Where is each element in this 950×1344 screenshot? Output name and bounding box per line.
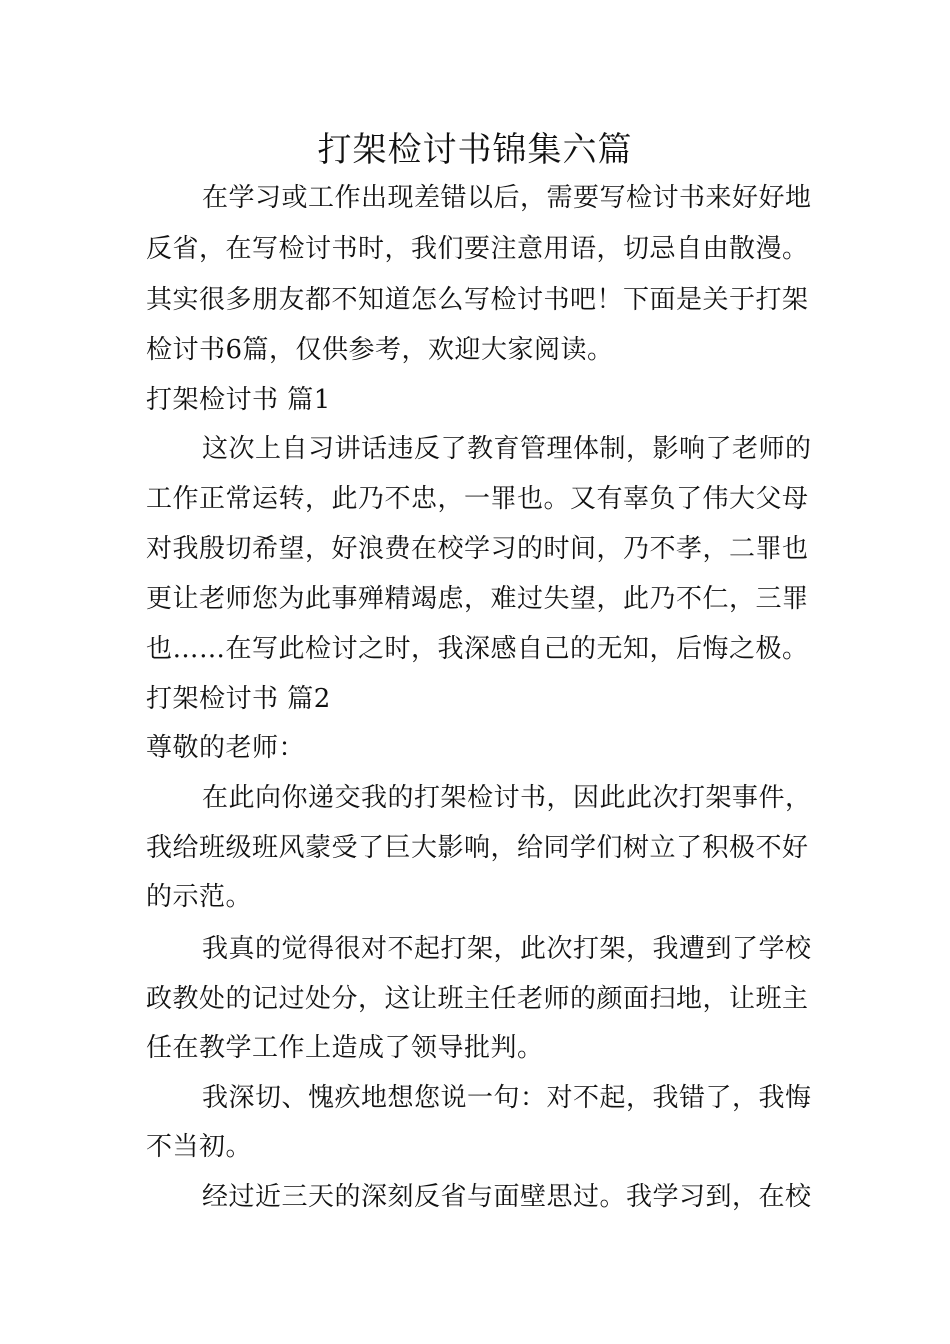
intro-line-3: 其实很多朋友都不知道怎么写检讨书吧！下面是关于打架 [146, 285, 809, 315]
section-2-line-9: 经过近三天的深刻反省与面壁思过。我学习到，在校 [202, 1182, 812, 1212]
section-1-line-4: 更让老师您为此事殚精竭虑，难过失望，此乃不仁，三罪 [146, 584, 809, 614]
salutation: 尊敬的老师： [146, 733, 306, 763]
section-1-line-5: 也……在写此检讨之时，我深感自己的无知，后悔之极。 [146, 634, 809, 664]
intro-line-2: 反省，在写检讨书时，我们要注意用语，切忌自由散漫。 [146, 234, 809, 264]
section-2-line-5: 政教处的记过处分，这让班主任老师的颜面扫地，让班主 [146, 984, 809, 1014]
section-1-line-3: 对我殷切希望，好浪费在校学习的时间，乃不孝，二罪也 [146, 534, 809, 564]
section-2-line-3: 的示范。 [146, 882, 253, 912]
intro-line-1: 在学习或工作出现差错以后，需要写检讨书来好好地 [202, 183, 812, 213]
section-2-line-1: 在此向你递交我的打架检讨书，因此此次打架事件， [202, 783, 812, 813]
section-2-line-8: 不当初。 [146, 1132, 253, 1162]
section-2-line-4: 我真的觉得很对不起打架，此次打架，我遭到了学校 [202, 934, 812, 964]
section-1-line-2: 工作正常运转，此乃不忠，一罪也。又有辜负了伟大父母 [146, 484, 809, 514]
section-1-line-1: 这次上自习讲话违反了教育管理体制，影响了老师的 [202, 434, 812, 464]
section-2-line-6: 任在教学工作上造成了领导批判。 [146, 1033, 544, 1063]
document-title: 打架检讨书锦集六篇 [317, 130, 633, 170]
section-heading-2: 打架检讨书 篇2 [146, 684, 331, 714]
section-2-line-7: 我深切、愧疚地想您说一句：对不起，我错了，我悔 [202, 1083, 812, 1113]
intro-line-4: 检讨书6篇，仅供参考，欢迎大家阅读。 [146, 335, 614, 365]
section-2-line-2: 我给班级班风蒙受了巨大影响，给同学们树立了积极不好 [146, 833, 809, 863]
section-heading-1: 打架检讨书 篇1 [146, 385, 331, 415]
